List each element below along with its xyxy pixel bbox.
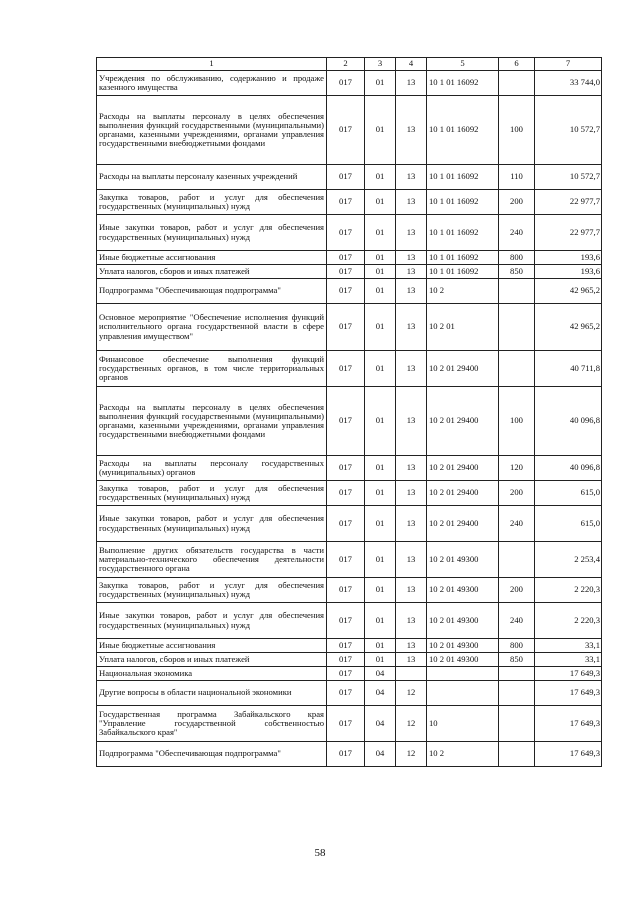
- row-expense-type: 100: [499, 387, 535, 456]
- row-expense-type: 110: [499, 165, 535, 190]
- row-expense-type: 100: [499, 96, 535, 165]
- row-subsection: 13: [396, 542, 427, 578]
- table-row: [97, 639, 602, 653]
- row-name: Расходы на выплаты персоналу в целях обеспечения выполнения функций государственными (муниципальными) органами, казенными учреждениями, органами управления государственными внебюджетными фондами: [97, 96, 327, 165]
- header-cell: 7: [535, 58, 602, 71]
- row-subsection: 13: [396, 165, 427, 190]
- row-section: 01: [365, 165, 396, 190]
- row-ministry-code: 017: [327, 279, 365, 304]
- row-expense-type: [499, 742, 535, 767]
- row-target-article: 10: [427, 706, 499, 742]
- row-amount: 40 096,8: [535, 387, 602, 456]
- table-header-row: [97, 58, 602, 71]
- table-row: [97, 603, 602, 639]
- row-name: Уплата налогов, сборов и иных платежей: [97, 653, 327, 667]
- row-subsection: 12: [396, 706, 427, 742]
- row-expense-type: 200: [499, 481, 535, 506]
- table-row: [97, 653, 602, 667]
- row-ministry-code: 017: [327, 456, 365, 481]
- row-amount: 42 965,2: [535, 304, 602, 351]
- table-row: [97, 506, 602, 542]
- row-subsection: 13: [396, 190, 427, 215]
- row-section: 01: [365, 506, 396, 542]
- row-expense-type: [499, 667, 535, 681]
- row-section: 01: [365, 603, 396, 639]
- header-cell: 5: [427, 58, 499, 71]
- row-section: 04: [365, 667, 396, 681]
- table-row: [97, 681, 602, 706]
- row-ministry-code: 017: [327, 71, 365, 96]
- row-subsection: [396, 667, 427, 681]
- row-ministry-code: 017: [327, 351, 365, 387]
- row-amount: 22 977,7: [535, 215, 602, 251]
- row-section: 01: [365, 481, 396, 506]
- row-ministry-code: 017: [327, 481, 365, 506]
- table-row: [97, 265, 602, 279]
- row-target-article: 10 2 01 29400: [427, 351, 499, 387]
- row-target-article: 10 1 01 16092: [427, 251, 499, 265]
- row-subsection: 13: [396, 96, 427, 165]
- row-section: 01: [365, 96, 396, 165]
- row-expense-type: [499, 351, 535, 387]
- row-subsection: 13: [396, 351, 427, 387]
- row-subsection: 13: [396, 215, 427, 251]
- row-ministry-code: 017: [327, 706, 365, 742]
- row-amount: 17 649,3: [535, 667, 602, 681]
- row-subsection: 13: [396, 279, 427, 304]
- row-expense-type: 240: [499, 506, 535, 542]
- row-expense-type: [499, 279, 535, 304]
- row-name: Государственная программа Забайкальского края "Управление государственной собственностью Забайкальского края": [97, 706, 327, 742]
- row-name: Иные бюджетные ассигнования: [97, 251, 327, 265]
- row-ministry-code: 017: [327, 542, 365, 578]
- row-amount: 17 649,3: [535, 681, 602, 706]
- row-subsection: 13: [396, 71, 427, 96]
- row-name: Закупка товаров, работ и услуг для обеспечения государственных (муниципальных) нужд: [97, 190, 327, 215]
- row-ministry-code: 017: [327, 681, 365, 706]
- row-ministry-code: 017: [327, 190, 365, 215]
- row-expense-type: [499, 681, 535, 706]
- row-expense-type: 240: [499, 603, 535, 639]
- table-row: [97, 387, 602, 456]
- row-expense-type: 200: [499, 190, 535, 215]
- row-target-article: 10 2 01 49300: [427, 653, 499, 667]
- header-cell: 6: [499, 58, 535, 71]
- row-name: Национальная экономика: [97, 667, 327, 681]
- row-ministry-code: 017: [327, 639, 365, 653]
- row-amount: 615,0: [535, 481, 602, 506]
- table-row: [97, 279, 602, 304]
- table-row: [97, 251, 602, 265]
- row-section: 01: [365, 456, 396, 481]
- row-name: Иные закупки товаров, работ и услуг для обеспечения государственных (муниципальных) нужд: [97, 506, 327, 542]
- row-ministry-code: 017: [327, 667, 365, 681]
- row-target-article: 10 1 01 16092: [427, 265, 499, 279]
- row-amount: 22 977,7: [535, 190, 602, 215]
- row-target-article: 10 1 01 16092: [427, 215, 499, 251]
- budget-table: [96, 57, 602, 767]
- row-amount: 10 572,7: [535, 165, 602, 190]
- row-amount: 2 253,4: [535, 542, 602, 578]
- row-amount: 193,6: [535, 251, 602, 265]
- row-name: Иные закупки товаров, работ и услуг для обеспечения государственных (муниципальных) нужд: [97, 603, 327, 639]
- row-ministry-code: 017: [327, 506, 365, 542]
- row-amount: 615,0: [535, 506, 602, 542]
- row-ministry-code: 017: [327, 265, 365, 279]
- row-section: 04: [365, 742, 396, 767]
- row-amount: 193,6: [535, 265, 602, 279]
- row-amount: 17 649,3: [535, 742, 602, 767]
- row-subsection: 13: [396, 387, 427, 456]
- row-expense-type: 120: [499, 456, 535, 481]
- row-subsection: 13: [396, 639, 427, 653]
- table-row: [97, 456, 602, 481]
- row-target-article: 10 1 01 16092: [427, 96, 499, 165]
- row-section: 01: [365, 215, 396, 251]
- row-amount: 10 572,7: [535, 96, 602, 165]
- row-amount: 2 220,3: [535, 603, 602, 639]
- row-section: 01: [365, 387, 396, 456]
- table-row: [97, 304, 602, 351]
- table-row: [97, 578, 602, 603]
- row-name: Закупка товаров, работ и услуг для обеспечения государственных (муниципальных) нужд: [97, 578, 327, 603]
- row-name: Основное мероприятие "Обеспечение исполнения функций исполнительного органа государственной власти в сфере управления имуществом": [97, 304, 327, 351]
- row-name: Подпрограмма "Обеспечивающая подпрограмма": [97, 279, 327, 304]
- row-subsection: 13: [396, 603, 427, 639]
- table-row: [97, 706, 602, 742]
- row-section: 01: [365, 279, 396, 304]
- row-target-article: 10 2 01 49300: [427, 542, 499, 578]
- row-name: Расходы на выплаты персоналу казенных учреждений: [97, 165, 327, 190]
- row-amount: 2 220,3: [535, 578, 602, 603]
- row-name: Финансовое обеспечение выполнения функций государственных органов, в том числе территориальных органов: [97, 351, 327, 387]
- table-row: [97, 351, 602, 387]
- row-subsection: 13: [396, 578, 427, 603]
- row-name: Иные закупки товаров, работ и услуг для обеспечения государственных (муниципальных) нужд: [97, 215, 327, 251]
- row-section: 01: [365, 71, 396, 96]
- table-row: [97, 71, 602, 96]
- row-section: 01: [365, 304, 396, 351]
- row-section: 04: [365, 706, 396, 742]
- header-cell: 3: [365, 58, 396, 71]
- row-subsection: 13: [396, 506, 427, 542]
- row-section: 01: [365, 251, 396, 265]
- row-ministry-code: 017: [327, 215, 365, 251]
- row-subsection: 12: [396, 681, 427, 706]
- row-subsection: 13: [396, 456, 427, 481]
- table-row: [97, 667, 602, 681]
- row-ministry-code: 017: [327, 304, 365, 351]
- row-expense-type: [499, 706, 535, 742]
- table-row: [97, 742, 602, 767]
- row-section: 01: [365, 653, 396, 667]
- row-expense-type: 850: [499, 653, 535, 667]
- row-subsection: 13: [396, 265, 427, 279]
- row-ministry-code: 017: [327, 603, 365, 639]
- row-subsection: 13: [396, 304, 427, 351]
- row-expense-type: 240: [499, 215, 535, 251]
- row-name: Выполнение других обязательств государства в части материально-технического обеспечения деятельности государственного органа: [97, 542, 327, 578]
- row-amount: 17 649,3: [535, 706, 602, 742]
- row-target-article: 10 1 01 16092: [427, 165, 499, 190]
- row-ministry-code: 017: [327, 165, 365, 190]
- row-name: Другие вопросы в области национальной экономики: [97, 681, 327, 706]
- row-ministry-code: 017: [327, 96, 365, 165]
- row-name: Уплата налогов, сборов и иных платежей: [97, 265, 327, 279]
- row-amount: 40 096,8: [535, 456, 602, 481]
- row-subsection: 13: [396, 251, 427, 265]
- table-row: [97, 481, 602, 506]
- row-ministry-code: 017: [327, 578, 365, 603]
- header-cell: 2: [327, 58, 365, 71]
- row-name: Закупка товаров, работ и услуг для обеспечения государственных (муниципальных) нужд: [97, 481, 327, 506]
- row-target-article: 10 2 01 49300: [427, 639, 499, 653]
- table-row: [97, 215, 602, 251]
- row-target-article: 10 2: [427, 742, 499, 767]
- row-name: Расходы на выплаты персоналу государственных (муниципальных) органов: [97, 456, 327, 481]
- row-target-article: 10 2 01 49300: [427, 603, 499, 639]
- row-target-article: 10 2 01 29400: [427, 481, 499, 506]
- row-target-article: 10 2 01 49300: [427, 578, 499, 603]
- row-expense-type: [499, 304, 535, 351]
- row-amount: 33 744,0: [535, 71, 602, 96]
- row-ministry-code: 017: [327, 742, 365, 767]
- row-subsection: 13: [396, 653, 427, 667]
- row-section: 04: [365, 681, 396, 706]
- row-section: 01: [365, 190, 396, 215]
- row-amount: 33,1: [535, 653, 602, 667]
- row-target-article: 10 2 01 29400: [427, 456, 499, 481]
- row-section: 01: [365, 265, 396, 279]
- row-section: 01: [365, 351, 396, 387]
- row-expense-type: 800: [499, 251, 535, 265]
- header-cell: 1: [97, 58, 327, 71]
- row-target-article: [427, 667, 499, 681]
- row-expense-type: [499, 71, 535, 96]
- row-target-article: 10 2 01: [427, 304, 499, 351]
- table-row: [97, 96, 602, 165]
- row-amount: 42 965,2: [535, 279, 602, 304]
- row-name: Иные бюджетные ассигнования: [97, 639, 327, 653]
- row-section: 01: [365, 639, 396, 653]
- row-ministry-code: 017: [327, 387, 365, 456]
- table-row: [97, 165, 602, 190]
- row-expense-type: 850: [499, 265, 535, 279]
- row-name: Подпрограмма "Обеспечивающая подпрограмма": [97, 742, 327, 767]
- row-target-article: 10 1 01 16092: [427, 190, 499, 215]
- row-name: Расходы на выплаты персоналу в целях обеспечения выполнения функций государственными (муниципальными) органами, казенными учреждениями, органами управления государственными внебюджетными фондами: [97, 387, 327, 456]
- header-cell: 4: [396, 58, 427, 71]
- table-body: [97, 58, 602, 767]
- row-amount: 33,1: [535, 639, 602, 653]
- page-number: 58: [314, 847, 326, 859]
- row-ministry-code: 017: [327, 251, 365, 265]
- table-row: [97, 542, 602, 578]
- row-expense-type: 800: [499, 639, 535, 653]
- row-target-article: [427, 681, 499, 706]
- row-target-article: 10 2: [427, 279, 499, 304]
- row-section: 01: [365, 578, 396, 603]
- row-ministry-code: 017: [327, 653, 365, 667]
- row-subsection: 12: [396, 742, 427, 767]
- row-target-article: 10 2 01 29400: [427, 387, 499, 456]
- row-name: Учреждения по обслуживанию, содержанию и продаже казенного имущества: [97, 71, 327, 96]
- table-row: [97, 190, 602, 215]
- row-section: 01: [365, 542, 396, 578]
- row-target-article: 10 1 01 16092: [427, 71, 499, 96]
- row-subsection: 13: [396, 481, 427, 506]
- row-expense-type: [499, 542, 535, 578]
- row-target-article: 10 2 01 29400: [427, 506, 499, 542]
- row-expense-type: 200: [499, 578, 535, 603]
- row-amount: 40 711,8: [535, 351, 602, 387]
